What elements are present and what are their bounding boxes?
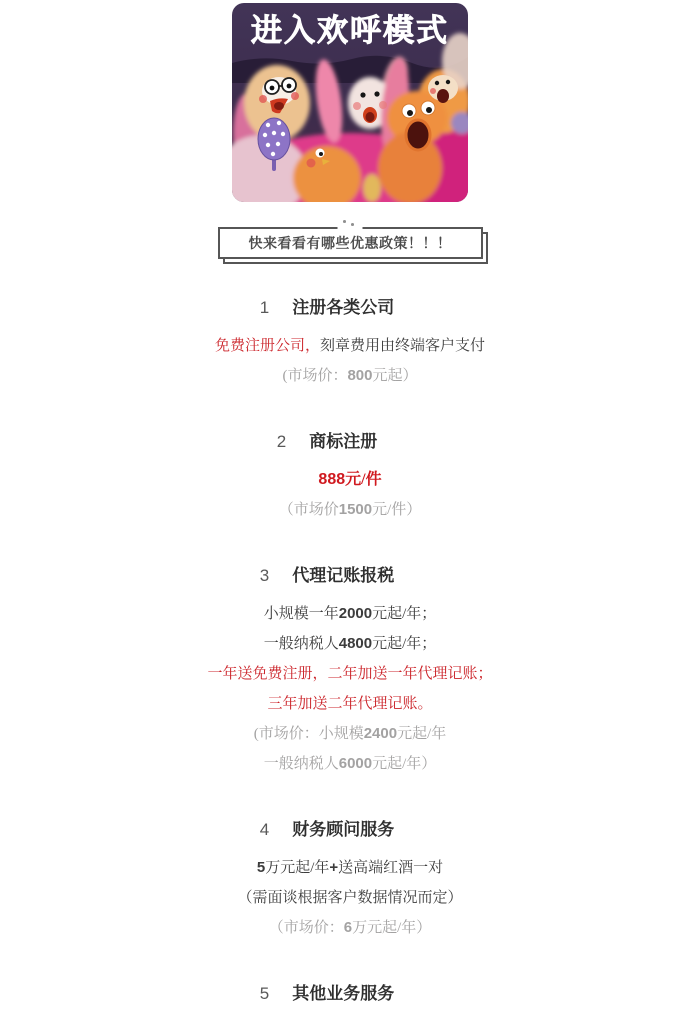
hero-illustration (232, 3, 468, 202)
section-line (0, 853, 700, 883)
banner-text: 快来看看有哪些优惠政策！！！ (248, 235, 452, 251)
section-heading (0, 298, 700, 318)
text-segment: 一般纳税人4800元起/年； (263, 635, 437, 652)
text-segment: 一般纳税人6000元起/年） (263, 755, 437, 772)
section-number: 4 (259, 820, 270, 839)
section-number: 1 (259, 298, 270, 317)
text-segment: （市场价1500元/件） (278, 501, 422, 518)
text-segment: 一年送免费注册，二年加送一年代理记账； (207, 666, 493, 682)
sections-list (0, 298, 700, 1004)
text-segment: 5万元起/年+送高端红酒一对 (256, 859, 444, 876)
section-title: 其他业务服务 (292, 984, 395, 1003)
hero-image[interactable] (232, 3, 468, 202)
service-section (0, 298, 700, 391)
service-section (0, 820, 700, 943)
section-number: 5 (259, 984, 270, 1003)
banner (218, 227, 483, 259)
text-segment: 888元/件 (318, 471, 382, 488)
banner-border-gap (338, 227, 363, 229)
section-heading (0, 820, 700, 840)
section-title: 财务顾问服务 (292, 820, 395, 839)
text-segment: 免费注册公司， (214, 338, 320, 354)
text-segment: (市场价：800元起） (282, 367, 418, 384)
section-line (0, 659, 700, 689)
section-line (0, 913, 700, 943)
section-line (0, 331, 700, 361)
hero-caption-text: 进入欢呼模式 (251, 13, 449, 49)
section-line (0, 749, 700, 779)
section-line (0, 495, 700, 525)
text-segment: （市场价：6万元起/年） (268, 919, 432, 936)
text-segment: (市场价：小规模2400元起/年 (253, 725, 447, 742)
decor-dot (343, 220, 346, 223)
section-number: 3 (259, 566, 270, 585)
section-line (0, 689, 700, 719)
section-title: 注册各类公司 (292, 298, 395, 317)
section-title: 商标注册 (309, 432, 378, 451)
section-number: 2 (276, 432, 287, 451)
section-heading (0, 432, 700, 452)
article-page (0, 3, 700, 1021)
section-heading (0, 984, 700, 1004)
section-line (0, 883, 700, 913)
text-segment: 三年加送二年代理记账。 (267, 696, 433, 712)
service-section (0, 984, 700, 1004)
service-section (0, 432, 700, 525)
section-line (0, 629, 700, 659)
section-line (0, 719, 700, 749)
section-heading (0, 566, 700, 586)
section-title: 代理记账报税 (292, 566, 395, 585)
text-segment: 刻章费用由终端客户支付 (320, 338, 486, 354)
section-line (0, 599, 700, 629)
decor-dot (351, 223, 354, 226)
text-segment: 小规模一年2000元起/年； (263, 605, 437, 622)
text-segment: （需面谈根据客户数据情况而定） (237, 890, 463, 906)
section-line (0, 465, 700, 495)
section-line (0, 361, 700, 391)
service-section (0, 566, 700, 779)
banner-box (218, 227, 483, 259)
